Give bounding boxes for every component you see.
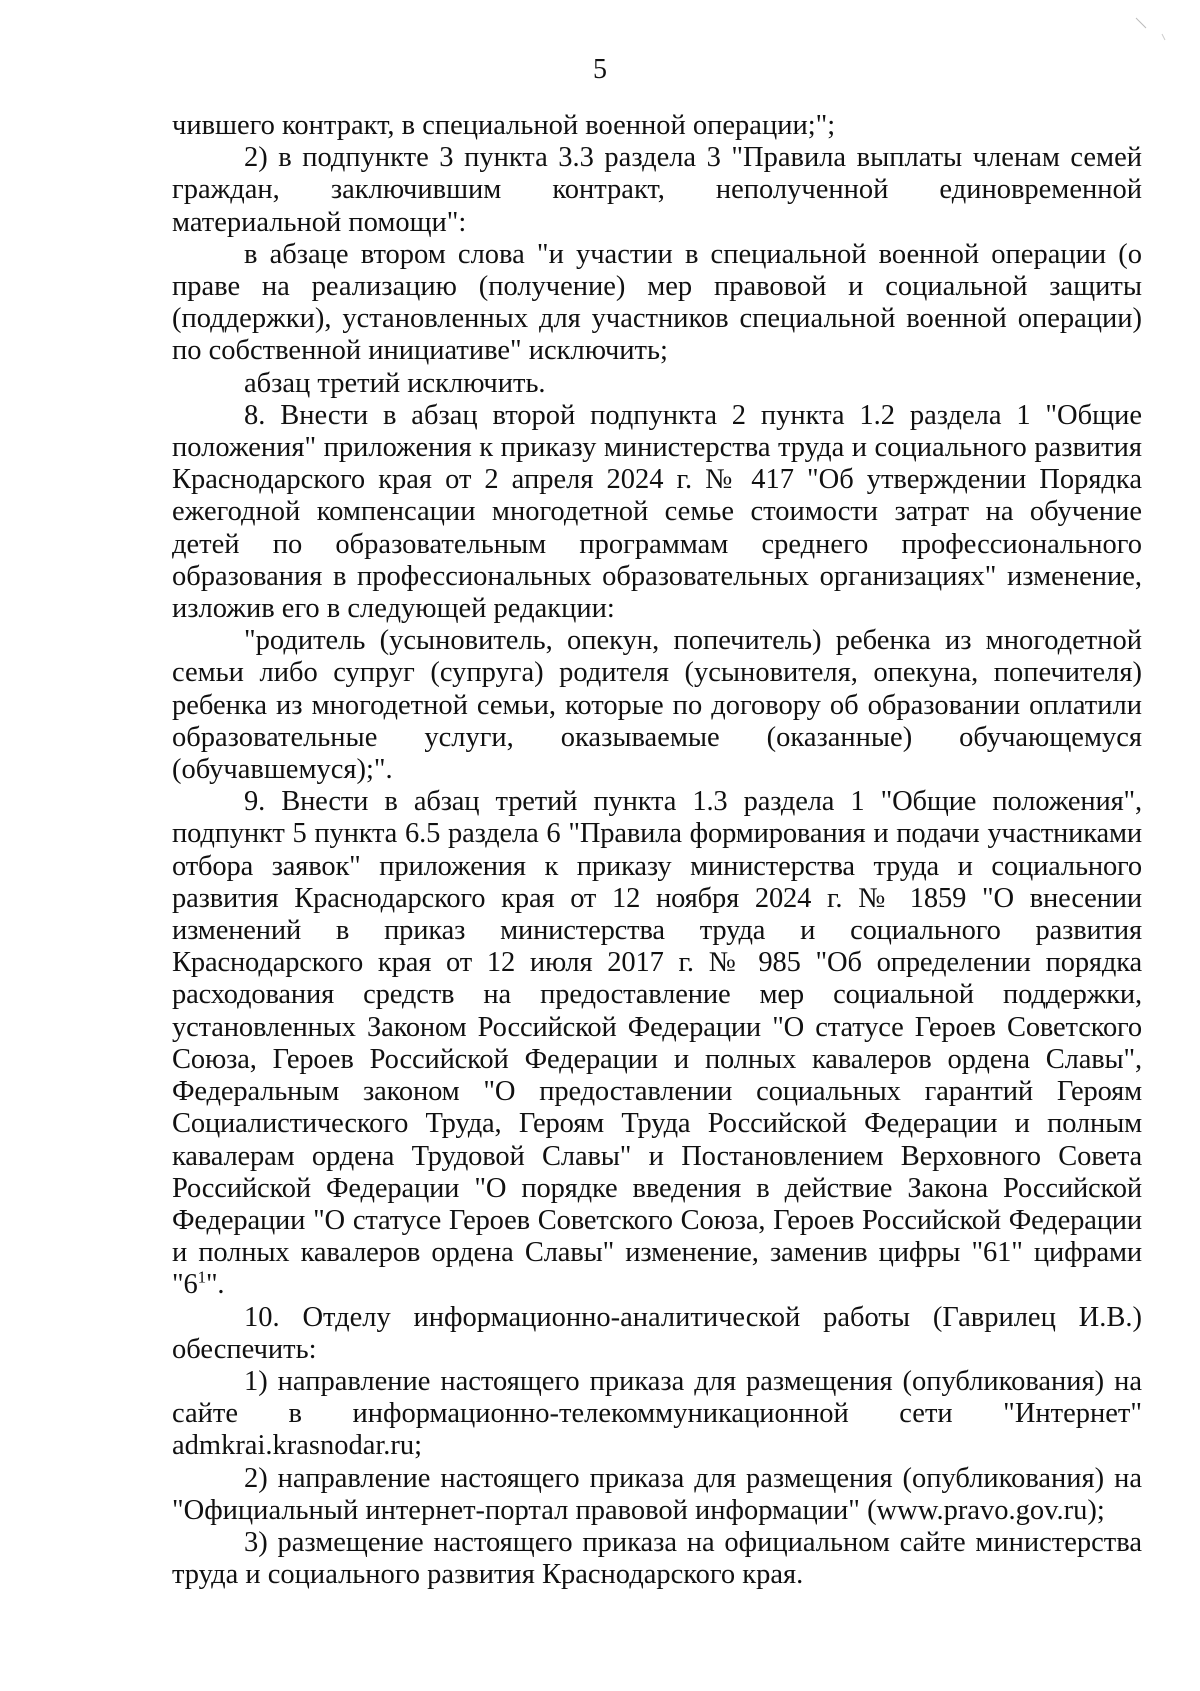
- paragraph-abzac-vtoroy: в абзаце втором слова "и участии в специальной военной операции (о праве на реализацию (получение) мер правовой и социальной защиты (поддержки), установленных для участников специальной военной операции) по собственной инициативе" исключить;: [172, 238, 1142, 367]
- paragraph-subitem-3: 3) размещение настоящего приказа на официальном сайте министерства труда и социального развития Краснодарского края.: [172, 1526, 1142, 1591]
- paragraph-item-10: 10. Отделу информационно-аналитической работы (Гаврилец И.В.) обеспечить:: [172, 1301, 1142, 1365]
- paragraph-subitem-2: 2) направление настоящего приказа для размещения (опубликования) на "Официальный интернет-портал правовой информации" (www.pravo.gov.ru);: [172, 1462, 1142, 1526]
- scan-artifact-mark: [1132, 14, 1172, 54]
- paragraph-item-2: 2) в подпункте 3 пункта 3.3 раздела 3 "Правила выплаты членам семей граждан, заключившим контракт, неполученной единовременной материальной помощи":: [172, 142, 1142, 238]
- superscript-digit: 1: [197, 1267, 206, 1287]
- paragraph-item-9-tail: ".: [205, 1269, 225, 1301]
- paragraph-abzac-tretiy: абзац третий исключить.: [244, 367, 546, 399]
- paragraph-item-9: [172, 786, 1142, 1301]
- paragraph-subitem-1: 1) направление настоящего приказа для размещения (опубликования) на сайте в информационно-телекоммуникационной сети "Интернет" admkrai.krasnodar.ru;: [172, 1365, 1142, 1462]
- paragraph-quote-roditel: "родитель (усыновитель, опекун, попечитель) ребенка из многодетной семьи либо супруг (супруга) родителя (усыновителя, опекуна, попечителя) ребенка из многодетной семьи, которые по договору об образовании оплатили образовательные услуги, оказываемые (оказанные) обучающемуся (обучавшемуся);".: [172, 625, 1142, 786]
- paragraph-item-8: 8. Внести в абзац второй подпункта 2 пункта 1.2 раздела 1 "Общие положения" приложения к приказу министерства труда и социального развития Краснодарского края от 2 апреля 2024 г. № 417 "Об утверждении Порядка ежегодной компенсации многодетной семье стоимости затрат на обучение детей по образовательным программам среднего профессионального образования в профессиональных образовательных организациях" изменение, изложив его в следующей редакции:: [172, 399, 1142, 625]
- page-number: 5: [593, 54, 607, 85]
- paragraph-item-9-text: 9. Внести в абзац третий пункта 1.3 раздела 1 "Общие положения", подпункт 5 пункта 6.5 раздела 6 "Правила формирования и подачи участниками отбора заявок" приложения к приказу министерства труда и социального развития Краснодарского края от 12 ноября 2024 г. № 1859 "О внесении изменений в приказ министерства труда и социального развития Краснодарского края от 12 июля 2017 г. № 985 "Об определении порядка расходования средств на предоставление мер социальной поддержки, установленных Законом Российской Федерации "О статусе Героев Советского Союза, Героев Российской Федерации и полных кавалеров ордена Славы", Федеральным законом "О предоставлении социальных гарантий Героям Социалистического Труда, Героям Труда Российской Федерации и полным кавалерам ордена Трудовой Славы" и Постановлением Верховного Совета Российской Федерации "О порядке введения в действие Закона Российской Федерации "О статусе Героев Советского Союза, Героев Российской Федерации и полных кавалеров ордена Славы" изменение, заменив цифры "61" цифрами "6: [172, 786, 1142, 1301]
- document-body: [172, 110, 1142, 1591]
- paragraph-continuation: чившего контракт, в специальной военной операции;";: [172, 110, 836, 141]
